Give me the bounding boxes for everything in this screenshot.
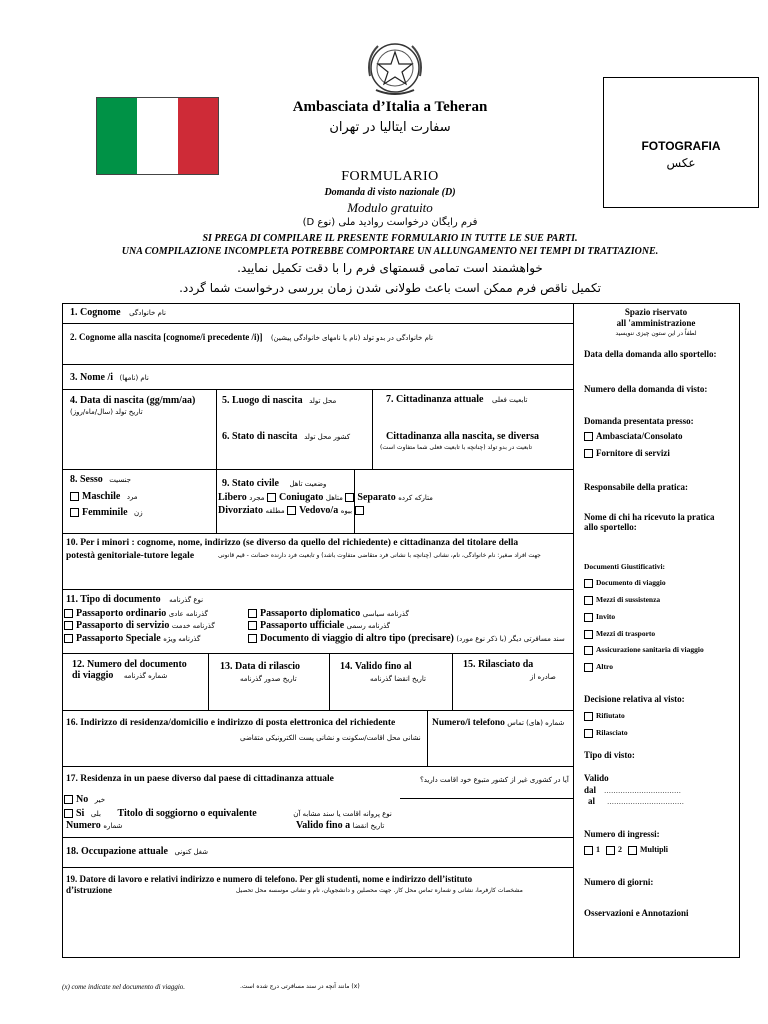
diplomatico-label: Passaporto diplomatico bbox=[260, 608, 361, 619]
birth-surname-input[interactable] bbox=[70, 345, 570, 362]
checkbox-ufficiale[interactable] bbox=[248, 621, 257, 630]
issue-date-input[interactable] bbox=[212, 688, 326, 708]
altro-documento-label: Documento di viaggio di altro tipo (precisare) bbox=[260, 633, 454, 644]
sidebar-ingresso-1: 1 bbox=[596, 845, 600, 854]
birth-date-input[interactable] bbox=[66, 422, 214, 467]
sidebar-giorni: Numero di giorni: bbox=[584, 877, 654, 887]
sidebar-numero-domanda: Numero della domanda di visto: bbox=[584, 384, 708, 394]
sidebar-al-dots: …………………………… bbox=[607, 798, 685, 806]
checkbox-altro-documento[interactable] bbox=[248, 634, 257, 643]
guardian-input[interactable] bbox=[66, 564, 570, 586]
titolo-soggiorno-label: Titolo di soggiorno o equivalente bbox=[117, 808, 257, 819]
field-13-label-fa: تاریخ صدور گذرنامه bbox=[240, 675, 297, 683]
sidebar-dal: dal bbox=[584, 785, 597, 795]
servizio-label: Passaporto di servizio bbox=[76, 620, 170, 631]
field-7-label-fa: تابعیت فعلی bbox=[492, 396, 528, 404]
sidebar-tipo-visto: Tipo di visto: bbox=[584, 750, 635, 760]
field-8-label-fa: جنسیت bbox=[109, 476, 131, 484]
femminile-label-fa: زن bbox=[134, 509, 143, 517]
form-title: FORMULARIO bbox=[341, 169, 439, 184]
sidebar-title-fa: لطفاً در این ستون چیزی ننویسید bbox=[615, 330, 697, 337]
divorziato-label-fa: مطلقه bbox=[265, 507, 285, 515]
checkbox-doc-viaggio[interactable] bbox=[584, 579, 593, 588]
checkbox-mezzi-sussistenza[interactable] bbox=[584, 596, 593, 605]
checkbox-ingresso-1[interactable] bbox=[584, 846, 593, 855]
nationality-input[interactable] bbox=[380, 408, 570, 428]
numero-label-fa: شماره bbox=[103, 822, 123, 830]
diplomatico-label-fa: گذرنامه سیاسی bbox=[362, 610, 409, 618]
field-11-label: 11. Tipo di documento bbox=[66, 594, 161, 605]
birth-place-input[interactable] bbox=[220, 408, 368, 428]
residenza-no-label-fa: خیر bbox=[94, 796, 106, 804]
sidebar-ingresso-2: 2 bbox=[618, 845, 622, 854]
ufficiale-label: Passaporto ufficiale bbox=[260, 620, 345, 631]
field-16-label-fa: نشانی محل اقامت/سکونت و نشانی پست الکترونیکی متقاضی bbox=[240, 734, 421, 742]
flag-green bbox=[97, 98, 137, 174]
birth-nationality-input[interactable] bbox=[380, 453, 570, 467]
valid-until-input[interactable] bbox=[333, 688, 449, 708]
photo-label-fa: عکس bbox=[666, 156, 696, 170]
sidebar-decisione: Decisione relativa al visto: bbox=[584, 694, 685, 704]
field-10-label-fa: جهت افراد صغیر: نام خانوادگی، نام، نشانی (چنانچه با نشانی فرد متقاضی متفاوت باشد) و تابعیت فرد دارنده حضانت - قیم قانونی bbox=[218, 552, 541, 559]
checkbox-multipli[interactable] bbox=[628, 846, 637, 855]
field-1-label: 1. Cognome bbox=[70, 307, 121, 318]
sidebar-presentata: Domanda presentata presso: bbox=[584, 416, 694, 426]
flag-red bbox=[178, 98, 218, 174]
checkbox-libero[interactable] bbox=[267, 493, 276, 502]
valido-fino-label-fa: تاریخ انقضا bbox=[352, 822, 385, 830]
field-19-label: 19. Datore di lavoro e relativi indirizzo e numero di telefono. Per gli studenti, nome e indirizzo dell’istituto bbox=[66, 874, 473, 884]
form-subtitle-fa: فرم رایگان درخواست روادید ملی (نوع D) bbox=[302, 217, 478, 228]
checkbox-ordinario[interactable] bbox=[64, 609, 73, 618]
form-gratuito: Modulo gratuito bbox=[347, 200, 433, 215]
field-19-label-fa: مشخصات کارفرما، نشانی و شماره تماس محل کار. جهت محصلین و دانشجویان، نام و نشانی موسسه محل تحصیل bbox=[236, 887, 523, 894]
field-5-label-fa: محل تولد bbox=[309, 397, 337, 405]
italian-flag bbox=[96, 97, 219, 175]
flag-white bbox=[137, 98, 177, 174]
field-6-label: 6. Stato di nascita bbox=[222, 431, 298, 442]
phone-input[interactable] bbox=[431, 732, 570, 764]
sidebar-responsabile: Responsabile della pratica: bbox=[584, 482, 689, 492]
photo-label: FOTOGRAFIA bbox=[641, 139, 721, 153]
libero-label: Libero bbox=[218, 492, 247, 503]
ordinario-label-fa: گذرنامه عادی bbox=[168, 610, 208, 618]
checkbox-residenza-si[interactable] bbox=[64, 809, 73, 818]
libero-label-fa: مجرد bbox=[249, 494, 265, 502]
field-9-label: 9. Stato civile bbox=[222, 478, 279, 489]
checkbox-mezzi-trasporto[interactable] bbox=[584, 630, 593, 639]
vedovo-label-fa: بیوه bbox=[340, 507, 353, 515]
checkbox-rifiutato[interactable] bbox=[584, 712, 593, 721]
warning-fa-2: تکمیل ناقص فرم ممکن است باعث طولانی شدن زمان بررسی درخواست شما گردد. bbox=[179, 281, 601, 295]
sidebar-valido: Valido bbox=[584, 773, 609, 783]
embassy-title-fa: سفارت ایتالیا در تهران bbox=[329, 120, 451, 135]
issued-by-input[interactable] bbox=[456, 686, 570, 708]
field-10-label-2: potestà genitoriale-tutore legale bbox=[66, 551, 195, 561]
photo-box bbox=[603, 77, 759, 208]
sidebar-data-domanda: Data della domanda allo sportello: bbox=[584, 349, 717, 359]
address-input[interactable] bbox=[66, 745, 424, 764]
checkbox-maschile[interactable] bbox=[70, 492, 79, 501]
numero-label: Numero bbox=[66, 820, 101, 831]
residenza-si-label-fa: بلی bbox=[90, 810, 101, 818]
field-4-label: 4. Data di nascita (gg/mm/aa) bbox=[70, 395, 196, 406]
field-2-label: 2. Cognome alla nascita [cognome/i precedente /i)] bbox=[70, 332, 263, 342]
field-9-label-fa: وضعیت تاهل bbox=[289, 480, 327, 488]
field-2-label-fa: نام خانوادگی در بدو تولد (نام یا نامهای خانوادگی پیشین) bbox=[270, 334, 434, 342]
sidebar-invito: Invito bbox=[596, 612, 616, 621]
occupation-input[interactable] bbox=[220, 842, 570, 864]
field-8-label: 8. Sesso bbox=[70, 474, 103, 485]
warning-fa-1: خواهشمند است تمامی قسمتهای فرم را با دقت تکمیل نمایید. bbox=[237, 261, 543, 275]
field-7b-label: Cittadinanza alla nascita, se diversa bbox=[386, 431, 540, 442]
field-6-label-fa: کشور محل تولد bbox=[304, 433, 351, 441]
field-3-label-fa: نام (نامها) bbox=[119, 374, 149, 382]
vedovo-label: Vedovo/a bbox=[299, 505, 339, 516]
field-4-label-fa: تاریخ تولد (سال/ماه/روز) bbox=[70, 408, 143, 416]
surname-input[interactable] bbox=[217, 306, 569, 322]
employer-input[interactable] bbox=[66, 900, 570, 952]
coniugato-label-fa: متاهل bbox=[325, 494, 343, 502]
field-12-label-2: di viaggio bbox=[72, 670, 114, 681]
field-12-label: 12. Numero del documento bbox=[72, 659, 187, 670]
field-11-label-fa: نوع گذرنامه bbox=[169, 596, 204, 604]
form-subtitle: Domanda di visto nazionale (D) bbox=[324, 187, 456, 198]
checkbox-ambasciata[interactable] bbox=[584, 432, 593, 441]
maschile-label: Maschile bbox=[82, 491, 121, 502]
separato-label-fa: متارکه کرده bbox=[398, 494, 433, 502]
sidebar-mezzi-trasporto: Mezzi di trasporto bbox=[596, 629, 656, 638]
speciale-label-fa: گذرنامه ویژه bbox=[163, 635, 201, 643]
valido-fino-label: Valido fino a bbox=[296, 820, 351, 831]
field-3-label: 3. Nome /i bbox=[70, 372, 114, 383]
checkbox-femminile[interactable] bbox=[70, 508, 79, 517]
field-7b-label-fa: تابعیت در بدو تولد (چنانچه با تابعیت فعلی شما متفاوت است) bbox=[380, 444, 533, 451]
sidebar-ambasciata: Ambasciata/Consolato bbox=[596, 431, 683, 441]
footer-note-fa: (x) مانند آنچه در سند مسافرتی درج شده است. bbox=[240, 983, 360, 990]
checkbox-assicurazione[interactable] bbox=[584, 646, 593, 655]
checkbox-altro[interactable] bbox=[584, 663, 593, 672]
maschile-label-fa: مرد bbox=[126, 493, 138, 501]
field-10-label: 10. Per i minori : cognome, nome, indirizzo (se diverso da quello del richiedente) e cittadinanza del titolare della bbox=[66, 538, 519, 548]
sidebar-rilasciato: Rilasciato bbox=[596, 728, 628, 737]
field-17-label-fa: آیا در کشوری غیر از کشور متبوع خود اقامت دارید؟ bbox=[420, 776, 569, 784]
checkbox-invito[interactable] bbox=[584, 613, 593, 622]
sidebar-assicurazione: Assicurazione sanitaria di viaggio bbox=[596, 645, 704, 654]
warning-line-2: UNA COMPILAZIONE INCOMPLETA POTREBBE COMPORTARE UN ALLUNGAMENTO NEI TEMPI DI TRATTAZIONE. bbox=[121, 246, 659, 257]
field-16b-label: Numero/i telefono bbox=[432, 718, 505, 728]
sidebar-doc-viaggio: Documento di viaggio bbox=[596, 578, 666, 587]
residenza-no-label: No bbox=[76, 794, 89, 805]
checkbox-divorziato[interactable] bbox=[287, 506, 296, 515]
femminile-label: Femminile bbox=[82, 507, 128, 518]
residenza-si-label: Si bbox=[76, 808, 85, 819]
warning-line-1: SI PREGA DI COMPILARE IL PRESENTE FORMULARIO IN TUTTE LE SUE PARTI. bbox=[202, 233, 578, 244]
sidebar-title: Spazio riservato bbox=[624, 307, 688, 317]
sidebar-dal-dots: …………………………… bbox=[604, 787, 682, 795]
sidebar-mezzi-sussistenza: Mezzi di sussistenza bbox=[596, 595, 661, 604]
field-14-label-fa: تاریخ انقضا گذرنامه bbox=[370, 675, 426, 683]
first-name-input[interactable] bbox=[160, 368, 570, 387]
footer-note: (x) come indicate nel documento di viaggio. bbox=[62, 983, 186, 991]
field-5-label: 5. Luogo di nascita bbox=[222, 395, 303, 406]
altro-documento-label-fa: سند مسافرتی دیگر (با ذکر نوع مورد) bbox=[456, 635, 565, 643]
field-1-label-fa: نام خانوادگی bbox=[129, 309, 166, 317]
field-15-label: 15. Rilasciato da bbox=[463, 659, 534, 670]
coniugato-label: Coniugato bbox=[278, 492, 324, 503]
sidebar-nome-ricevuto: Nome di chi ha ricevuto la pratica allo sportello: bbox=[584, 512, 715, 532]
sidebar-osservazioni: Osservazioni e Annotazioni bbox=[584, 908, 689, 918]
sidebar-altro: Altro bbox=[596, 662, 613, 671]
divorziato-label: Divorziato bbox=[218, 505, 263, 516]
field-13-label: 13. Data di rilascio bbox=[220, 661, 300, 672]
checkbox-ingresso-2[interactable] bbox=[606, 846, 615, 855]
sidebar-fornitore: Fornitore di servizi bbox=[596, 448, 670, 458]
separato-label: Separato bbox=[357, 492, 396, 503]
field-19-label-2: d’istruzione bbox=[66, 885, 112, 895]
checkbox-vedovo[interactable] bbox=[355, 506, 364, 515]
checkbox-residenza-no[interactable] bbox=[64, 795, 73, 804]
embassy-title: Ambasciata d’Italia a Teheran bbox=[292, 99, 488, 115]
field-15-label-fa: صادره از bbox=[530, 673, 556, 681]
ordinario-label: Passaporto ordinario bbox=[76, 608, 167, 619]
ufficiale-label-fa: گذرنامه رسمی bbox=[346, 622, 390, 630]
field-12-label-fa: شماره گذرنامه bbox=[123, 672, 168, 680]
sidebar-multipli: Multipli bbox=[640, 845, 669, 854]
birth-country-input[interactable] bbox=[220, 446, 368, 466]
field-16b-label-fa: شماره (های) تماس bbox=[507, 719, 565, 727]
checkbox-rilasciato[interactable] bbox=[584, 729, 593, 738]
sidebar-documenti: Documenti Giustificativi: bbox=[584, 562, 666, 571]
checkbox-speciale[interactable] bbox=[64, 634, 73, 643]
speciale-label: Passaporto Speciale bbox=[76, 633, 161, 644]
checkbox-diplomatico[interactable] bbox=[248, 609, 257, 618]
document-number-input[interactable] bbox=[66, 684, 206, 707]
field-18-label-fa: شغل کنونی bbox=[174, 848, 209, 856]
checkbox-fornitore[interactable] bbox=[584, 449, 593, 458]
sidebar-title-2: all 'amministrazione bbox=[616, 318, 696, 328]
titolo-soggiorno-label-fa: نوع پروانه اقامت یا سند مشابه آن bbox=[293, 810, 392, 818]
field-7-label: 7. Cittadinanza attuale bbox=[386, 394, 484, 405]
sidebar-al: al bbox=[588, 796, 596, 806]
field-18-label: 18. Occupazione attuale bbox=[66, 846, 168, 857]
checkbox-servizio[interactable] bbox=[64, 621, 73, 630]
checkbox-coniugato[interactable] bbox=[345, 493, 354, 502]
sidebar-ingressi: Numero di ingressi: bbox=[584, 829, 660, 839]
field-17-label: 17. Residenza in un paese diverso dal paese di cittadinanza attuale bbox=[66, 774, 334, 784]
sidebar-rifiutato: Rifiutato bbox=[596, 711, 625, 720]
field-16-label: 16. Indirizzo di residenza/domicilio e indirizzo di posta elettronica del richiedente bbox=[66, 718, 396, 728]
italian-emblem-icon bbox=[362, 36, 428, 100]
servizio-label-fa: گذرنامه خدمت bbox=[171, 622, 215, 630]
field-14-label: 14. Valido fino al bbox=[340, 661, 412, 672]
